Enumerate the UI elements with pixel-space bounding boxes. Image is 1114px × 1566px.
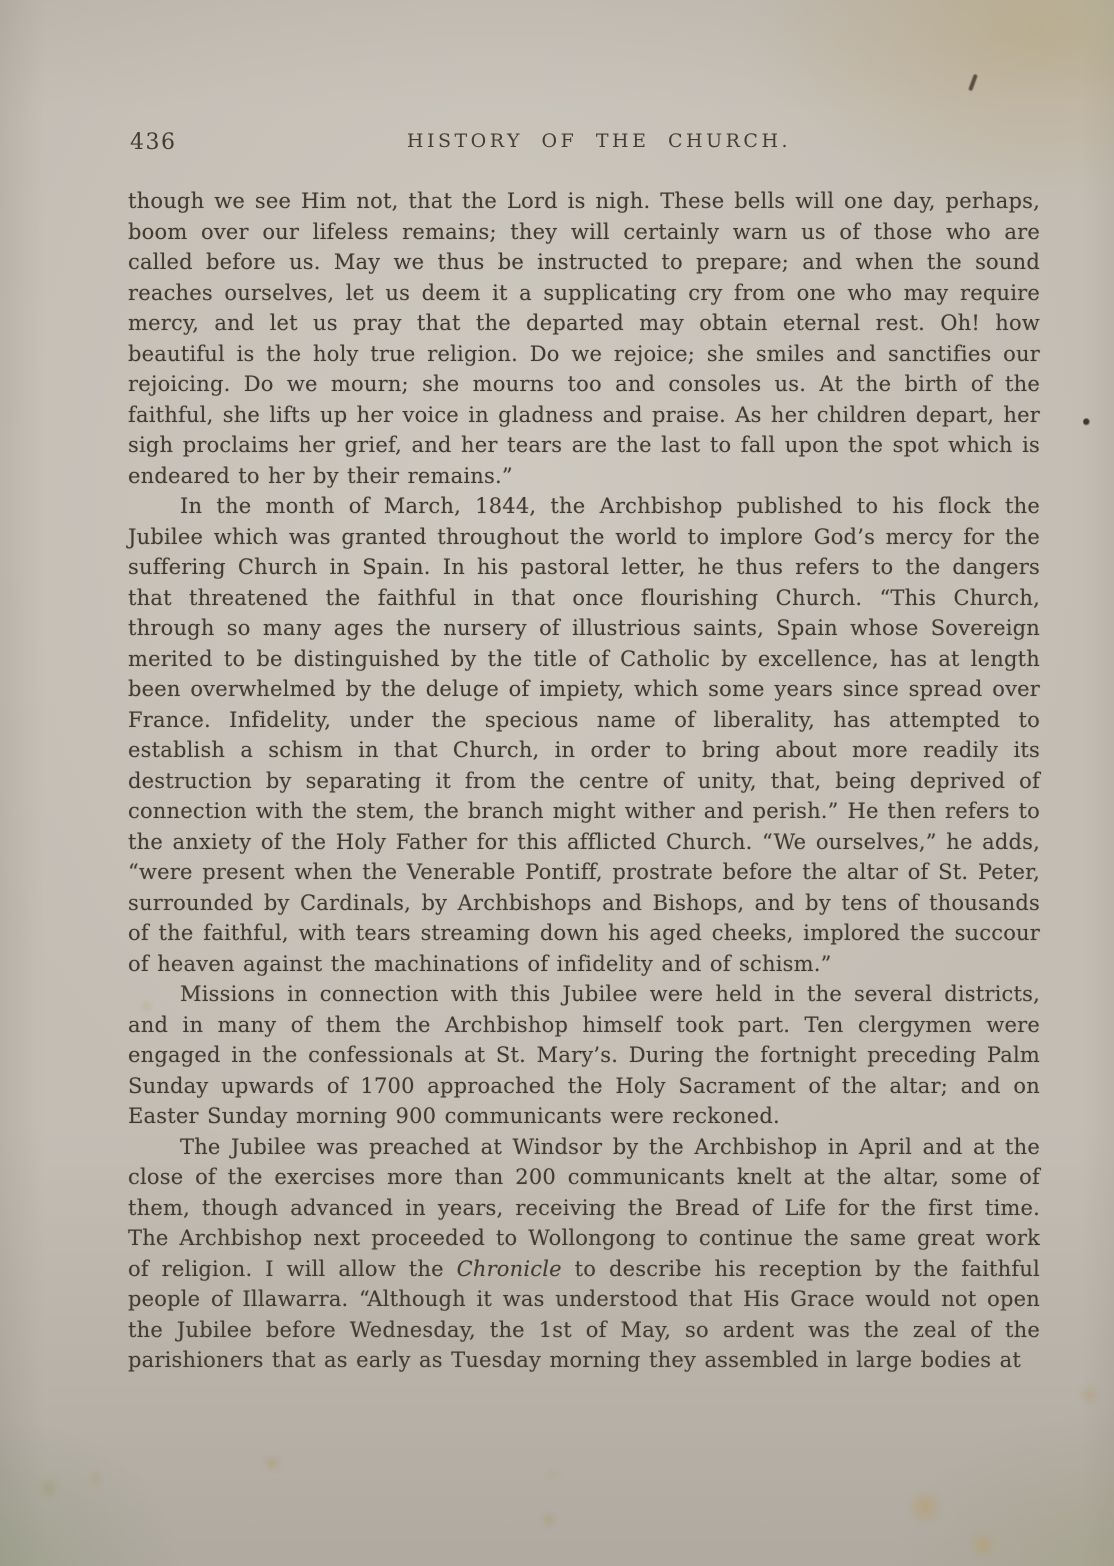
body-text (128, 186, 1040, 1376)
paragraph: In the month of March, 1844, the Archbishop published to his flock the Jubilee which was granted throughout the world to implore God’s mercy for the suffering Church in Spain. In his pastoral letter, he thus refers to the dangers that threatened the faithful in that once flourishing Church. “This Church, through so many ages the nursery of illustrious saints, Spain whose Sovereign merited to be distinguished by the title of Catholic by excellence, has at length been overwhelmed by the deluge of impiety, which some years since spread over France. Infidelity, under the specious name of liberality, has attempted to establish a schism in that Church, in order to bring about more readily its destruction by separating it from the centre of unity, that, being deprived of connection with the stem, the branch might wither and perish.” He then refers to the anxiety of the Holy Father for this afflicted Church. “We ourselves,” he adds, “were present when the Venerable Pontiff, prostrate before the altar of St. Peter, surrounded by Cardinals, by Archbishops and Bishops, and by tens of thousands of the faithful, with tears streaming down his aged cheeks, implored the succour of heaven against the machinations of infidelity and of schism.” (128, 494, 1040, 976)
foxing-stain (36, 1478, 62, 1500)
foxing-stain (262, 1455, 282, 1471)
paragraph-text: to describe his reception by the faithful people of Illawarra. “Although it was understood that His Grace would not open the Jubilee before Wednesday, the 1st of May, so ardent was the zeal of the parishioners that as early as Tuesday morning they assembled in large bodies at (128, 1256, 1040, 1372)
foxing-stain (548, 1470, 560, 1480)
page-content (128, 130, 1040, 1376)
foxing-stain (968, 1532, 998, 1558)
foxing-stain (88, 1472, 104, 1485)
running-header-title: HISTORY OF THE CHURCH. (406, 130, 792, 152)
paragraph (128, 1132, 1040, 1376)
foxing-stain (1078, 1385, 1100, 1405)
paragraph: Missions in connection with this Jubilee were held in the several districts, and in many of them the Archbishop himself took part. Ten clergymen were engaged in the confessionals at St. Mary’s. During the fortnight preceding Palm Sunday upwards of 1700 approached the Holy Sacrament of the altar; and on Easter Sunday morning 900 communicants were reckoned. (128, 982, 1040, 1128)
pen-slash-mark (968, 74, 978, 91)
foxing-stain (540, 1512, 558, 1527)
paragraph-text: The Jubilee was preached at Windsor by the Archbishop in April and at the close of the exercises more than 200 communicants knelt at the altar, some of them, though advanced in years, receiving the Bread of Life for the first time. The Archbishop next proceeded to Wollongong to continue the same great work of religion. I will allow the (128, 1134, 1040, 1281)
foxing-stain (905, 1490, 945, 1524)
page-number: 436 (130, 130, 177, 155)
paragraph-continuation: though we see Him not, that the Lord is nigh. These bells will one day, perhaps, boom over our lifeless remains; they will certainly warn us of those who are called before us. May we thus be instructed to prepare; and when the sound reaches ourselves, let us deem it a supplicating cry from one who may require mercy, and let us pray that the departed may obtain eternal rest. Oh! how beautiful is the holy true religion. Do we rejoice; she smiles and sanctifies our rejoicing. Do we mourn; she mourns too and consoles us. At the birth of the faithful, she lifts up her voice in gladness and praise. As her children depart, her sigh proclaims her grief, and her tears are the last to fall upon the spot which is endeared to her by their remains.” (128, 189, 1040, 488)
page-header (128, 130, 1040, 160)
journal-name-italic: Chronicle (456, 1256, 562, 1281)
ink-speck (1083, 418, 1090, 426)
